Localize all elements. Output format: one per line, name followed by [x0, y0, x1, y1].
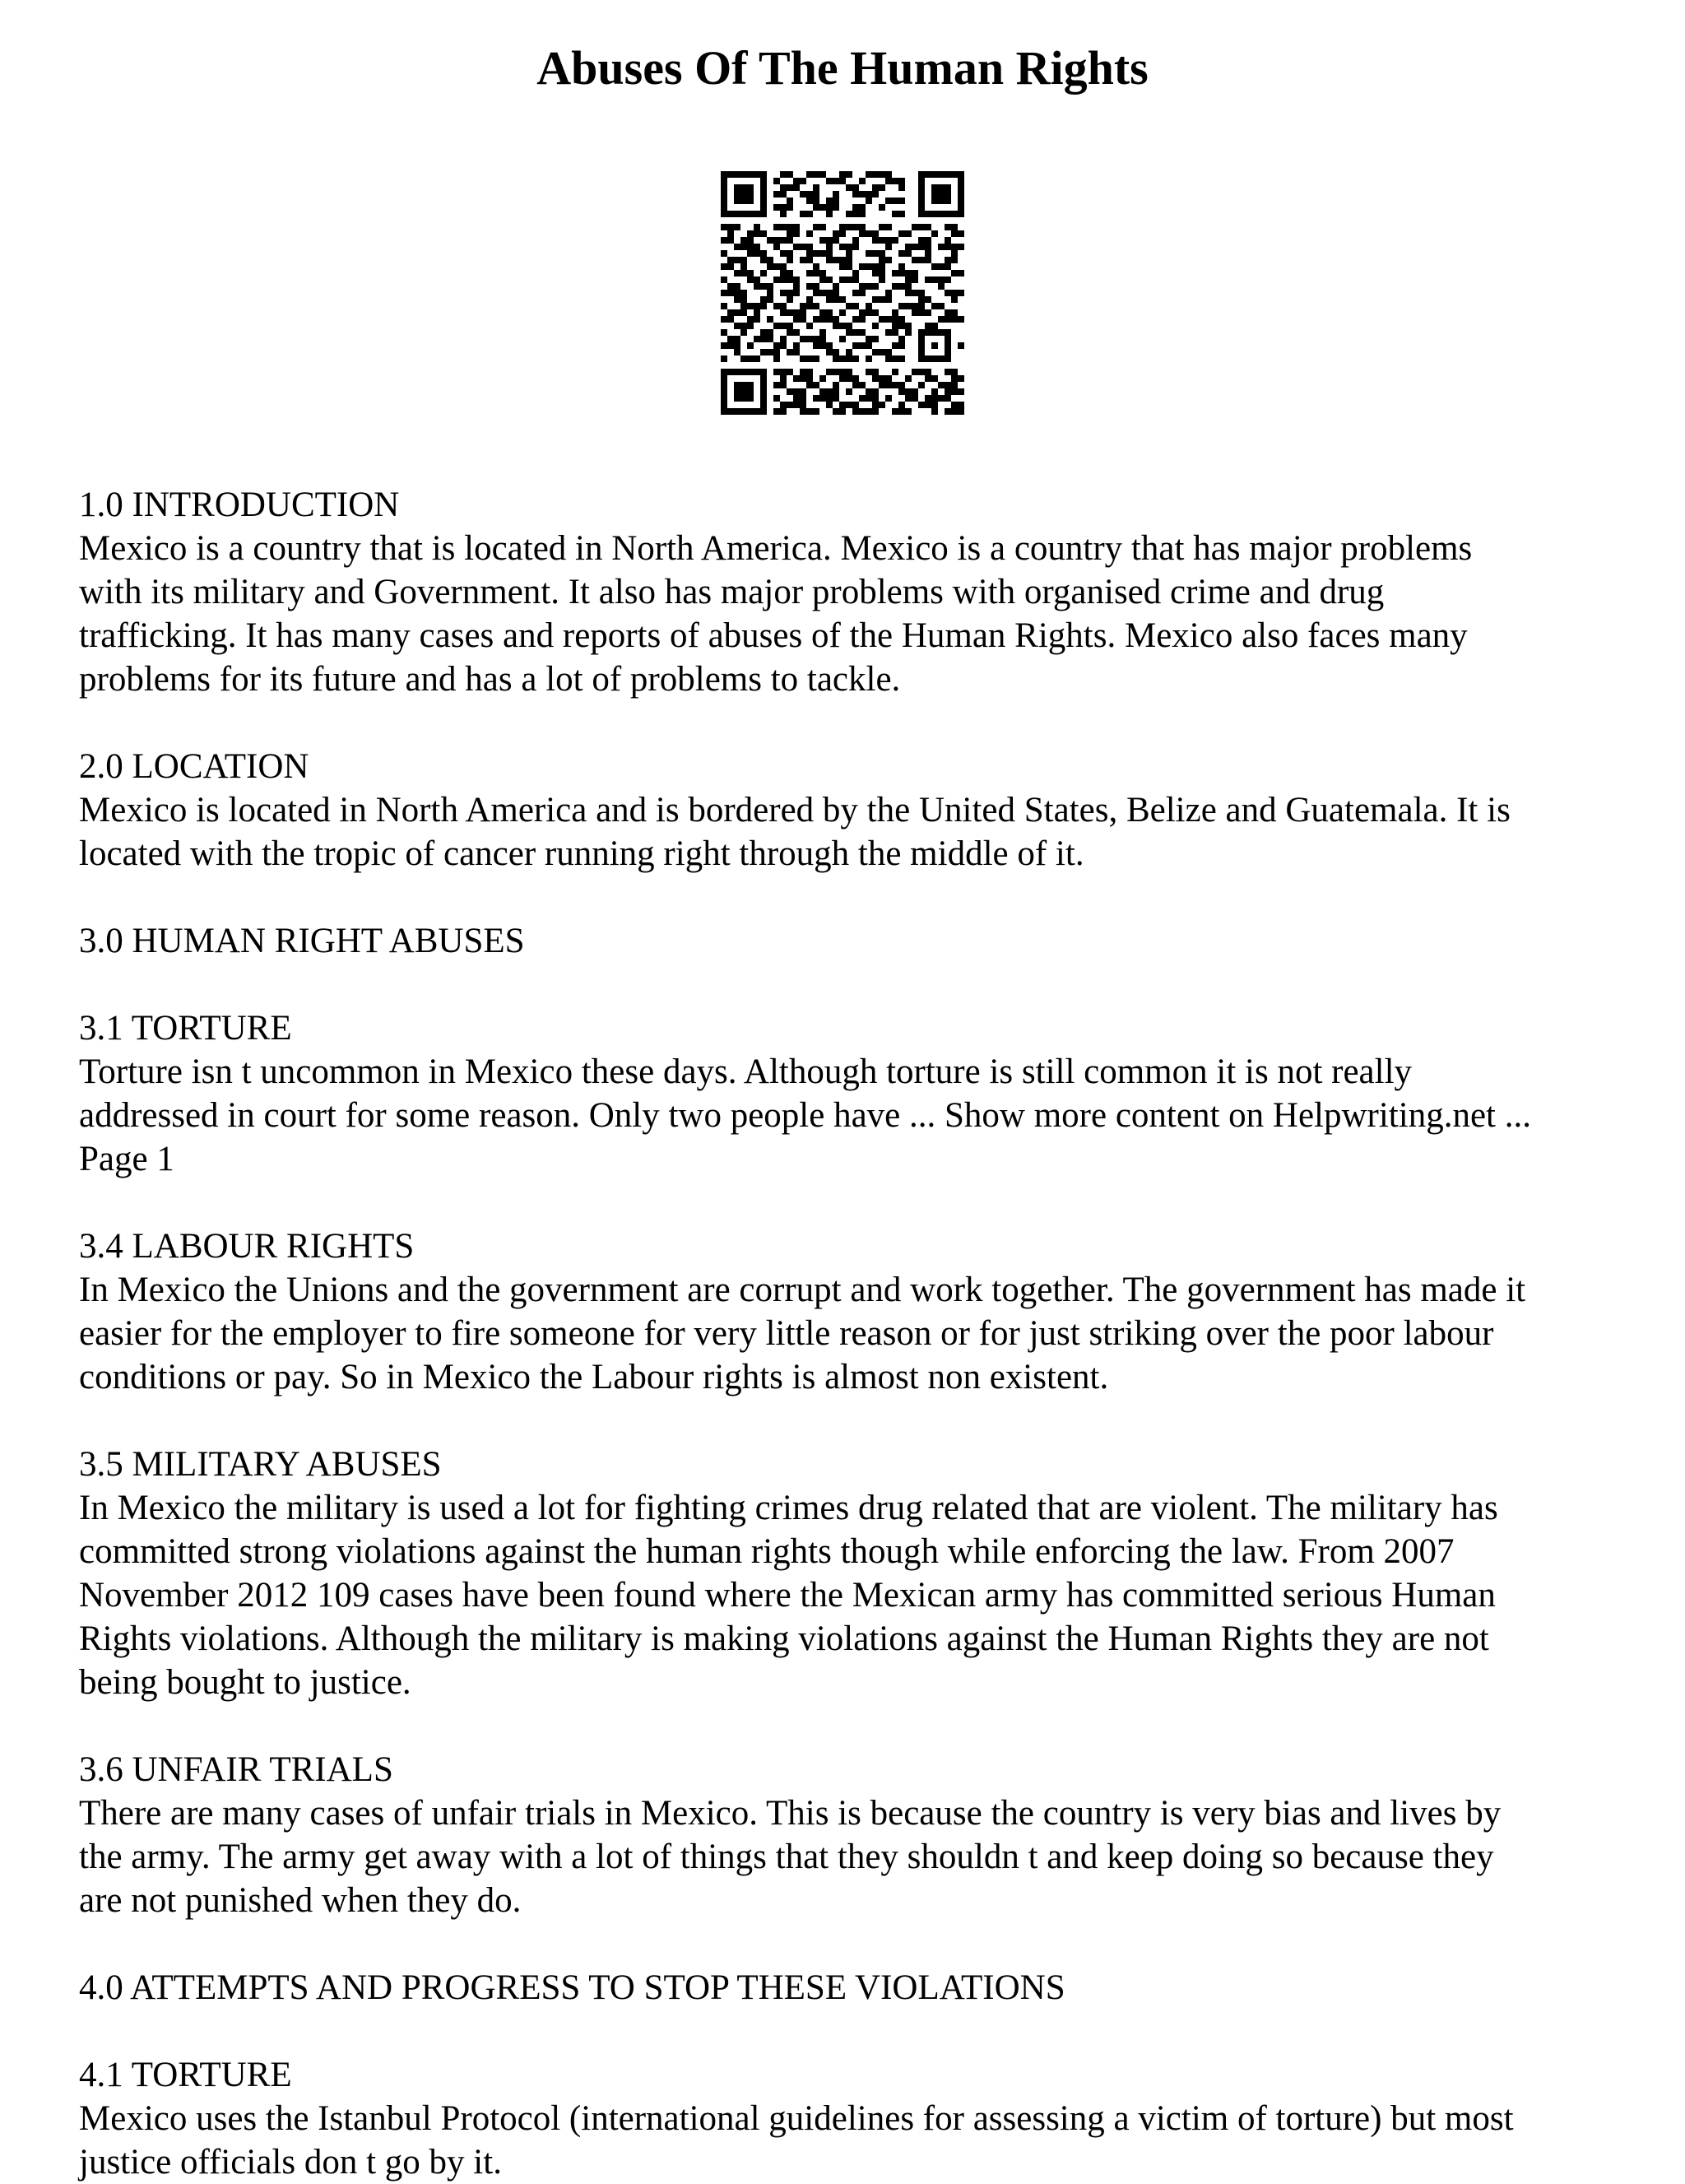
paragraph-line: committed strong violations against the human rights though while enforcing the law. From 2007 [79, 1532, 1455, 1571]
section-introduction [79, 483, 1626, 701]
section-heading: 3.5 MILITARY ABUSES [79, 1445, 442, 1484]
section-torture [79, 1006, 1626, 1181]
section-human-right-abuses [79, 919, 1626, 963]
paragraph-line: addressed in court for some reason. Only two people have ... Show more content on Helpwriting.net ... [79, 1096, 1531, 1135]
paragraph-line: November 2012 109 cases have been found where the Mexican army has committed serious Human [79, 1576, 1496, 1615]
qr-code-graphic [721, 171, 964, 415]
section-location [79, 745, 1626, 876]
paragraph-line: are not punished when they do. [79, 1881, 522, 1920]
section-heading: 4.1 TORTURE [79, 2056, 292, 2094]
paragraph-line: Torture isn t uncommon in Mexico these days. Although torture is still common it is not really [79, 1053, 1413, 1091]
paragraph-line: Rights violations. Although the military is making violations against the Human Rights they are not [79, 1619, 1489, 1658]
section-heading: 3.1 TORTURE [79, 1009, 292, 1048]
page-title: Abuses Of The Human Rights [536, 41, 1149, 95]
paragraph-line: In Mexico the Unions and the government are corrupt and work together. The government has made it [79, 1271, 1526, 1309]
paragraph-line: problems for its future and has a lot of problems to tackle. [79, 660, 901, 699]
section-military-abuses [79, 1443, 1626, 1704]
paragraph-line: conditions or pay. So in Mexico the Labour rights is almost non existent. [79, 1358, 1109, 1396]
section-heading: 4.0 ATTEMPTS AND PROGRESS TO STOP THESE VIOLATIONS [79, 1968, 1065, 2007]
paragraph-line: trafficking. It has many cases and reports of abuses of the Human Rights. Mexico also faces many [79, 616, 1468, 655]
section-heading: 3.0 HUMAN RIGHT ABUSES [79, 922, 525, 960]
section-torture-progress [79, 2053, 1626, 2184]
paragraph-line: with its military and Government. It also has major problems with organised crime and drug [79, 573, 1385, 611]
paragraph-line: In Mexico the military is used a lot for fighting crimes drug related that are violent. The military has [79, 1489, 1498, 1527]
section-heading: 2.0 LOCATION [79, 747, 309, 786]
paragraph-line: Mexico uses the Istanbul Protocol (international guidelines for assessing a victim of torture) but most [79, 2099, 1514, 2138]
paragraph-line: Mexico is located in North America and is bordered by the United States, Belize and Guatemala. It is [79, 791, 1511, 829]
paragraph-line: being bought to justice. [79, 1663, 411, 1702]
section-labour-rights [79, 1224, 1626, 1399]
paragraph-line: Mexico is a country that is located in North America. Mexico is a country that has major problems [79, 529, 1473, 568]
section-unfair-trials [79, 1748, 1626, 1922]
section-heading: 3.6 UNFAIR TRIALS [79, 1750, 393, 1789]
section-attempts-and-progress [79, 1966, 1626, 2010]
paragraph-line: located with the tropic of cancer running right through the middle of it. [79, 834, 1084, 873]
paragraph-line: easier for the employer to fire someone for very little reason or for just striking over the poor labour [79, 1314, 1494, 1353]
paragraph-line: the army. The army get away with a lot of things that they shouldn t and keep doing so because they [79, 1838, 1494, 1876]
page-indicator: Page 1 [79, 1140, 174, 1178]
paragraph-line: justice officials don t go by it. [79, 2143, 502, 2182]
paragraph-line: There are many cases of unfair trials in Mexico. This is because the country is very bias and lives by [79, 1794, 1502, 1833]
document-body [79, 483, 1626, 2184]
section-heading: 1.0 INTRODUCTION [79, 486, 400, 524]
qr-code-icon [721, 171, 964, 415]
section-heading: 3.4 LABOUR RIGHTS [79, 1227, 415, 1266]
